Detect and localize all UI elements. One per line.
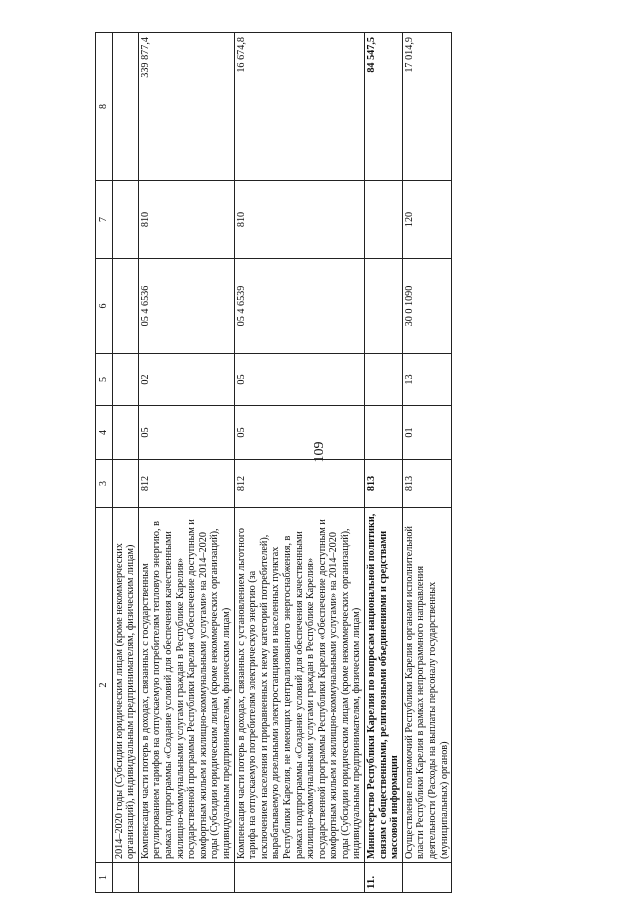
row-admin-code [112,460,138,508]
row-expense-type [112,181,138,259]
row-expense-type: 810 [234,181,365,259]
header-col-1: 1 [96,863,113,893]
row-target-article: 05 4 6539 [234,259,365,354]
table-row [138,33,234,893]
header-col-7: 7 [96,181,113,259]
row-section: 01 [402,406,451,460]
row-name: Компенсация части потерь в доходах, связанных с государственным регулированием тарифов на отпускаемую потребителям тепловую энергию, в рамках подпрограммы «Создание условий для обеспечения качественными жилищно-коммунальными услугами граждан в Республике Карелия» государственной программы Республики Карелия «Обеспечение доступным и комфортным жильем и жилищно-коммунальными услугами» на 2014–2020 годы (Субсидии юридическим лицам (кроме некоммерческих организаций), индивидуальным предпринимателям, физическим лицам) [138,508,234,863]
header-col-5: 5 [96,354,113,406]
row-subsection: 13 [402,354,451,406]
page-number: 109 [312,441,327,463]
row-subsection [365,354,403,406]
header-col-3: 3 [96,460,113,508]
row-target-article [112,259,138,354]
budget-table-wrapper [95,33,610,893]
row-target-article: 30 0 1090 [402,259,451,354]
row-name: Компенсация части потерь в доходах, связанных с установлением льготного тарифа на отпускаемую потребителям электрическую энергию (за исключением населения и приравненных к нему категорий потребителей), вырабатываемую дизельными электростанциями в населенных пунктах Республики Карелия, не имеющих централизованного энергоснабжения, в рамках подпрограммы «Создание условий для обеспечения качественными жилищно-коммунальными услугами граждан в Республике Карелия» государственной программы Республики Карелия «Обеспечение доступным и комфортным жильем и жилищно-коммунальными услугами» на 2014–2020 годы (Субсидии юридическим лицам (кроме некоммерческих организаций), индивидуальным предпринимателям, физическим лицам) [234,508,365,863]
row-admin-code: 812 [234,460,365,508]
row-subsection: 02 [138,354,234,406]
row-section [365,406,403,460]
table-row [402,33,451,893]
row-amount: 16 674,8 [234,33,365,181]
row-section: 05 [138,406,234,460]
header-col-4: 4 [96,406,113,460]
row-name: Министерство Республики Карелия по вопросам национальной политики, связям с общественными, религиозными объединениями и средствами массовой информации [365,508,403,863]
row-name: 2014–2020 годы (Субсидии юридическим лицам (кроме некоммерческих организаций), индивидуальным предпринимателям, физическим лицам) [112,508,138,863]
row-index [234,863,365,893]
row-expense-type: 120 [402,181,451,259]
row-index [402,863,451,893]
row-subsection: 05 [234,354,365,406]
table-row [112,33,138,893]
row-index [112,863,138,893]
row-amount: 17 014,9 [402,33,451,181]
row-section: 05 [234,406,365,460]
table-header-row [96,33,113,893]
header-col-8: 8 [96,33,113,181]
row-admin-code: 813 [365,460,403,508]
header-col-2: 2 [96,508,113,863]
row-index [138,863,234,893]
budget-table [95,32,452,893]
row-expense-type: 810 [138,181,234,259]
row-target-article [365,259,403,354]
row-admin-code: 813 [402,460,451,508]
row-amount: 84 547,5 [365,33,403,181]
header-col-6: 6 [96,259,113,354]
row-expense-type [365,181,403,259]
row-admin-code: 812 [138,460,234,508]
row-section [112,406,138,460]
row-index: 11. [365,863,403,893]
row-amount: 339 877,4 [138,33,234,181]
table-body [112,33,452,893]
row-amount [112,33,138,181]
row-name: Осуществление полномочий Республики Карелия органами исполнительной власти Республики Карелия в рамках непрограммного направления деятельности (Расходы на выплаты персоналу государственных (муниципальных) органов) [402,508,451,863]
table-row [234,33,365,893]
row-target-article: 05 4 6536 [138,259,234,354]
row-subsection [112,354,138,406]
table-row [365,33,403,893]
